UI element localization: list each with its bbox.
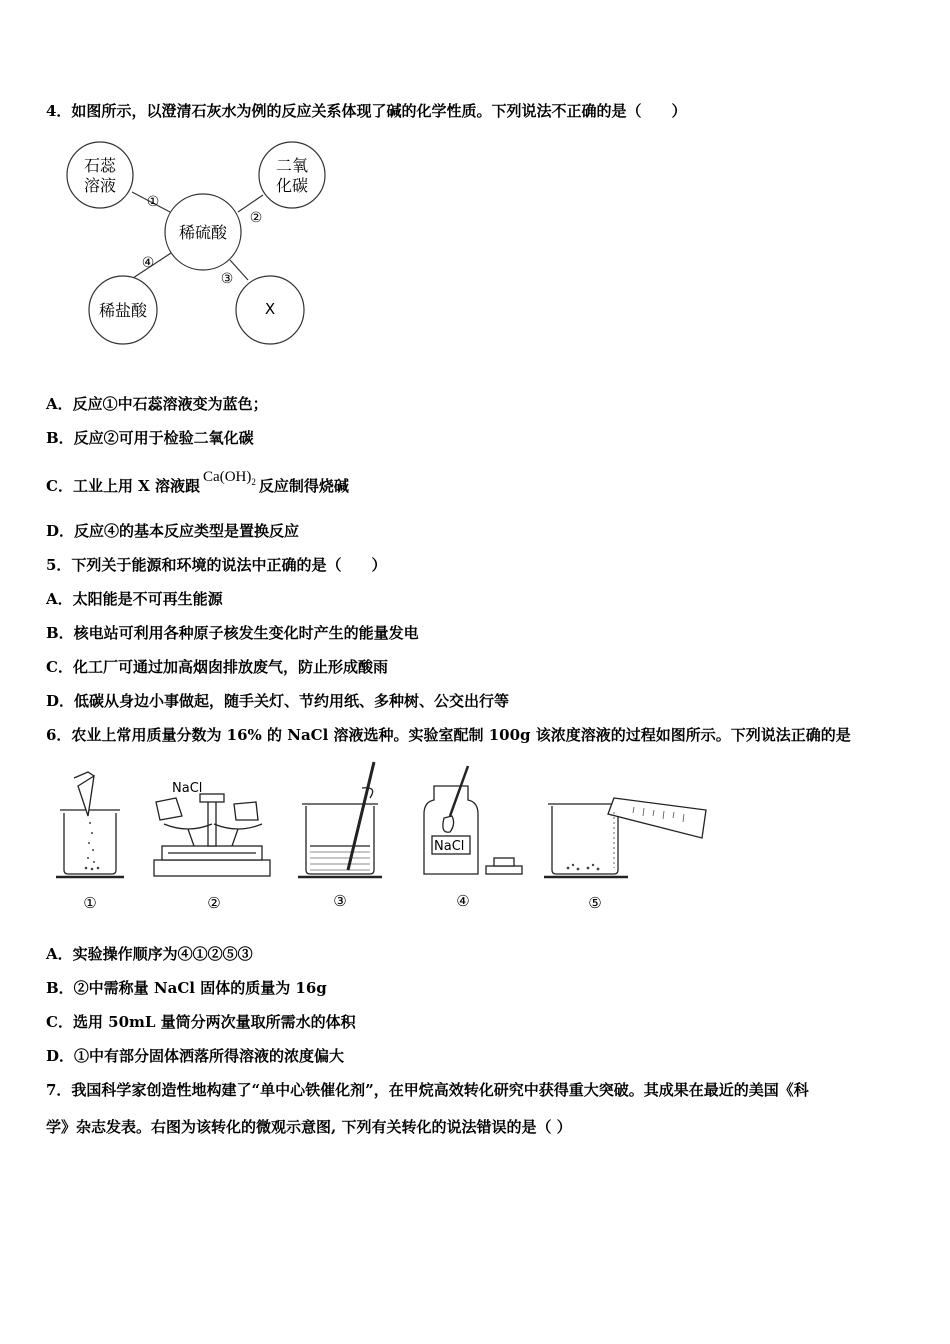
q6-option-a[interactable]: A．实验操作顺序为④①②⑤③ xyxy=(46,945,253,963)
q6-option-b[interactable]: B．②中需称量 NaCl 固体的质量为 16g xyxy=(46,979,327,997)
node-label: 溶液 xyxy=(83,176,117,195)
q5-option-d[interactable]: D．低碳从身边小事做起，随手关灯、节约用纸、多种树、公交出行等 xyxy=(46,692,510,710)
q6-option-c[interactable]: C．选用 50mL 量筒分两次量取所需水的体积 xyxy=(46,1013,356,1031)
q7-stem-line1: 7．我国科学家创造性地构建了“单中心铁催化剂”，在甲烷高效转化研究中获得重大突破。其成果在最近的美国《科 xyxy=(46,1081,809,1099)
q4-option-c-post: 反应制得烧碱 xyxy=(258,477,349,495)
nacl-label-bottle: NaCl xyxy=(434,839,465,854)
q6-option-d[interactable]: D．①中有部分固体洒落所得溶液的浓度偏大 xyxy=(46,1047,345,1065)
node-label-x: X xyxy=(264,300,276,318)
q4-stem: 4．如图所示，以澄清石灰水为例的反应关系体现了碱的化学性质。下列说法不正确的是（ ） xyxy=(46,102,687,120)
step-label: ④ xyxy=(456,892,470,910)
q5-option-a[interactable]: A．太阳能是不可再生能源 xyxy=(46,590,223,608)
q4-option-a[interactable]: A．反应①中石蕊溶液变为蓝色； xyxy=(46,395,268,413)
q4-option-c[interactable] xyxy=(46,469,349,502)
step-label: ⑤ xyxy=(588,894,602,912)
step5-beaker-cylinder xyxy=(544,798,706,877)
q6-stem: 6．农业上常用质量分数为 16% 的 NaCl 溶液选种。实验室配制 100g 该浓度溶液的过程如图所示。下列说法正确的是 xyxy=(46,726,851,744)
step2-balance xyxy=(154,794,270,876)
node-label: 石蕊 xyxy=(83,156,117,175)
q5-option-b[interactable]: B．核电站可利用各种原子核发生变化时产生的能量发电 xyxy=(46,624,419,642)
node-label: 二氧 xyxy=(275,156,309,175)
q4-option-c-pre: C．工业上用 X 溶液跟 xyxy=(46,477,201,495)
node-label: 化碳 xyxy=(275,176,309,195)
q4-option-d[interactable]: D．反应④的基本反应类型是置换反应 xyxy=(46,522,300,540)
step-label: ③ xyxy=(333,892,347,910)
q5-stem: 5．下列关于能源和环境的说法中正确的是（ ） xyxy=(46,556,387,574)
q4-option-b[interactable]: B．反应②可用于检验二氧化碳 xyxy=(46,429,254,447)
edge-label: ③ xyxy=(220,271,234,287)
q5-option-c[interactable]: C．化工厂可通过加高烟囱排放废气，防止形成酸雨 xyxy=(46,658,388,676)
step-label: ① xyxy=(83,894,97,912)
q6-procedure-figure xyxy=(48,758,718,918)
node-co2 xyxy=(259,142,325,208)
nacl-label-balance: NaCl xyxy=(172,781,203,796)
q4-reaction-diagram xyxy=(60,140,340,350)
node-label-center: 稀硫酸 xyxy=(178,223,228,242)
edge-label: ④ xyxy=(141,255,155,271)
formula-caoh2: $Ca(OH)_2$ xyxy=(203,469,256,487)
q7-stem-line2: 学》杂志发表。右图为该转化的微观示意图, 下列有关转化的说法错误的是（ ） xyxy=(46,1118,572,1136)
step4-bottle xyxy=(424,766,522,874)
step-label: ② xyxy=(207,894,221,912)
edge-label: ① xyxy=(146,194,160,210)
node-litmus xyxy=(67,142,133,208)
edge-label: ② xyxy=(249,210,263,226)
step1-beaker xyxy=(56,772,124,877)
node-label: 稀盐酸 xyxy=(98,301,148,320)
step3-beaker xyxy=(298,762,382,877)
